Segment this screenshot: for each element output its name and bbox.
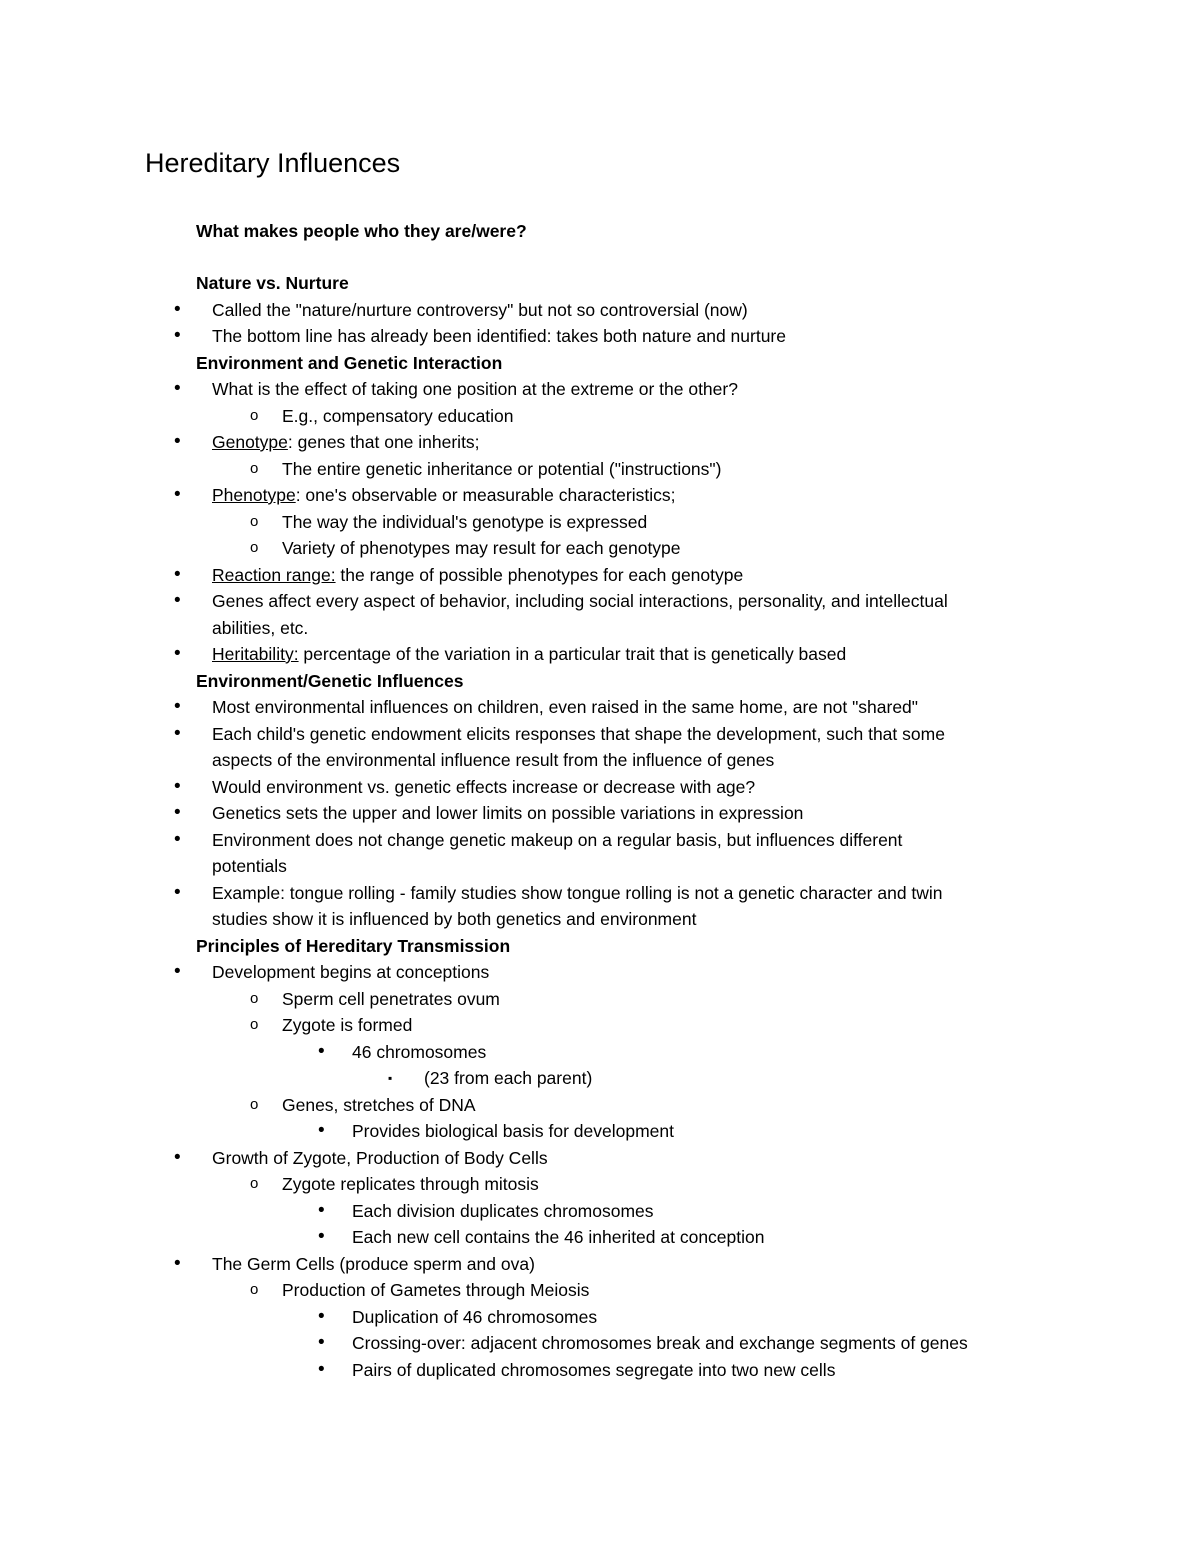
list-item <box>0 1065 1200 1092</box>
list-item-text <box>212 853 287 880</box>
list-item <box>0 959 1200 986</box>
section-heading-text: Environment and Genetic Interaction <box>196 352 503 373</box>
item-text: abilities, etc. <box>212 617 309 638</box>
item-text: Growth of Zygote, Production of Body Cells <box>212 1147 548 1168</box>
list-item-text <box>352 1118 674 1145</box>
item-text: Genes, stretches of DNA <box>282 1094 476 1115</box>
list-item <box>0 323 1200 350</box>
list-item-text <box>212 800 803 827</box>
bullet-icon: o <box>250 459 259 477</box>
list-item-text <box>212 694 918 721</box>
item-text: Environment does not change genetic makeup on a regular basis, but influences different <box>212 829 903 850</box>
item-text: the range of possible phenotypes for each genotype <box>335 564 744 585</box>
bullet-icon: • <box>318 1332 325 1353</box>
item-text: Each new cell contains the 46 inherited at conception <box>352 1227 765 1247</box>
list-item-text <box>352 1304 597 1331</box>
list-item <box>0 509 1200 536</box>
list-item <box>0 1092 1200 1119</box>
item-text: What is the effect of taking one position at the extreme or the other? <box>212 379 738 399</box>
bullet-icon: • <box>174 775 181 797</box>
section-heading-text: Principles of Hereditary Transmission <box>196 935 511 956</box>
list-item-text <box>212 376 738 403</box>
list-item <box>0 986 1200 1013</box>
item-text: Crossing-over: adjacent chromosomes break and exchange segments of genes <box>352 1333 968 1353</box>
list-item <box>0 1251 1200 1278</box>
list-item <box>0 800 1200 827</box>
item-text: : genes that one inherits; <box>287 432 480 452</box>
list-item <box>0 1145 1200 1172</box>
list-item-text <box>212 482 675 509</box>
list-item-text <box>212 615 308 642</box>
list-item-text <box>282 509 647 536</box>
list-item <box>0 1039 1200 1066</box>
list-item-text <box>282 1092 476 1119</box>
list-item-text <box>352 1039 486 1066</box>
list-item <box>0 535 1200 562</box>
list-item-text <box>282 1171 539 1198</box>
item-text: Pairs of duplicated chromosomes segregate into two new cells <box>352 1359 836 1380</box>
defined-term: Reaction range: <box>212 564 336 585</box>
item-text: Duplication of 46 chromosomes <box>352 1306 598 1327</box>
item-text: Called the "nature/nurture controversy" but not so controversial (now) <box>212 299 748 320</box>
document-title: Hereditary Influences <box>145 148 401 178</box>
bullet-icon: • <box>318 1040 325 1062</box>
list-item <box>0 588 1200 615</box>
list-item <box>0 376 1200 403</box>
item-text: studies show it is influenced by both genetics and environment <box>212 909 697 929</box>
list-item-continuation <box>0 853 1200 880</box>
list-item-text <box>212 1251 535 1278</box>
list-item-text <box>212 906 696 933</box>
intro-question: What makes people who they are/were? <box>196 221 527 241</box>
bullet-icon: • <box>174 298 181 320</box>
bullet-icon: • <box>174 1252 181 1274</box>
list-item-text <box>212 959 489 986</box>
bullet-icon: • <box>174 961 181 982</box>
list-item <box>0 1277 1200 1304</box>
item-text: percentage of the variation in a particular trait that is genetically based <box>298 644 847 664</box>
bullet-icon: • <box>174 881 181 903</box>
list-item-continuation <box>0 906 1200 933</box>
list-item <box>0 1171 1200 1198</box>
bullet-icon: • <box>174 484 181 505</box>
bullet-icon: • <box>318 1199 325 1221</box>
list-item <box>0 403 1200 430</box>
list-item <box>0 562 1200 589</box>
list-item-text <box>212 429 480 456</box>
bullet-icon: • <box>174 722 181 744</box>
list-item <box>0 641 1200 668</box>
list-item-text <box>282 1277 589 1304</box>
list-item <box>0 694 1200 721</box>
item-text: (23 from each parent) <box>424 1068 593 1088</box>
bullet-icon: o <box>250 989 259 1007</box>
list-item-text <box>212 827 902 854</box>
item-text: Development begins at conceptions <box>212 962 490 982</box>
bullet-icon: • <box>174 563 181 585</box>
list-item-text <box>352 1224 765 1251</box>
bullet-icon: • <box>174 1146 181 1168</box>
item-text: Example: tongue rolling - family studies show tongue rolling is not a genetic character and twin <box>212 882 943 903</box>
item-text: Each division duplicates chromosomes <box>352 1200 654 1221</box>
list-item-text <box>212 588 948 615</box>
item-text: : one's observable or measurable characteristics; <box>295 485 676 505</box>
item-text: E.g., compensatory education <box>282 405 514 426</box>
list-item <box>0 456 1200 483</box>
list-item-text <box>282 456 721 483</box>
bullet-icon: • <box>318 1358 325 1380</box>
bullet-icon: • <box>318 1226 325 1247</box>
bullet-icon: • <box>318 1120 325 1141</box>
section-heading <box>0 270 1200 297</box>
list-item-text <box>352 1198 654 1225</box>
item-text: Zygote replicates through mitosis <box>282 1174 539 1194</box>
list-item-text <box>212 774 755 801</box>
item-text: Production of Gametes through Meiosis <box>282 1280 590 1300</box>
bullet-icon: o <box>250 1095 259 1113</box>
item-text: Zygote is formed <box>282 1015 413 1035</box>
list-item <box>0 297 1200 324</box>
bullet-icon: • <box>318 1305 325 1327</box>
list-item-text <box>424 1065 592 1092</box>
list-item-text <box>282 403 514 430</box>
list-item <box>0 429 1200 456</box>
section-heading-text: Environment/Genetic Influences <box>196 670 464 691</box>
defined-term: Heritability: <box>212 644 299 664</box>
list-item-text <box>282 535 681 562</box>
item-text: Genetics sets the upper and lower limits on possible variations in expression <box>212 803 804 823</box>
list-item <box>0 1118 1200 1145</box>
list-item-text <box>282 1012 412 1039</box>
list-item <box>0 482 1200 509</box>
item-text: Sperm cell penetrates ovum <box>282 988 500 1009</box>
list-item-text <box>212 747 774 774</box>
bullet-icon: o <box>250 539 259 556</box>
list-item-continuation <box>0 615 1200 642</box>
section-heading-text: Nature vs. Nurture <box>196 273 349 293</box>
list-item-text <box>212 641 846 668</box>
item-text: potentials <box>212 856 287 876</box>
defined-term: Phenotype <box>212 485 296 505</box>
list-item-text <box>212 323 786 350</box>
list-item <box>0 1224 1200 1251</box>
list-item <box>0 1304 1200 1331</box>
outline-body <box>0 270 1200 1383</box>
list-item-text <box>212 721 945 748</box>
bullet-icon: o <box>250 1175 259 1192</box>
list-item-text <box>282 986 500 1013</box>
list-item-text <box>212 297 748 324</box>
item-text: 46 chromosomes <box>352 1041 487 1062</box>
list-item <box>0 1357 1200 1384</box>
item-text: Provides biological basis for development <box>352 1121 674 1141</box>
item-text: Each child's genetic endowment elicits responses that shape the development, such that some <box>212 723 945 744</box>
list-item <box>0 774 1200 801</box>
list-item <box>0 1198 1200 1225</box>
section-heading <box>0 668 1200 695</box>
item-text: The Germ Cells (produce sperm and ova) <box>212 1253 535 1274</box>
list-item-text <box>212 880 943 907</box>
item-text: aspects of the environmental influence result from the influence of genes <box>212 750 775 770</box>
list-item <box>0 827 1200 854</box>
bullet-icon: o <box>250 406 259 424</box>
bullet-icon: • <box>174 378 181 399</box>
section-heading <box>0 350 1200 377</box>
bullet-icon: • <box>174 590 181 611</box>
bullet-icon: • <box>174 431 181 452</box>
item-text: Genes affect every aspect of behavior, including social interactions, personality, and intellectual <box>212 591 948 611</box>
bullet-icon: • <box>174 828 181 850</box>
bullet-icon: • <box>174 325 181 346</box>
bullet-icon: • <box>174 696 181 717</box>
item-text: Variety of phenotypes may result for each genotype <box>282 538 681 558</box>
bullet-icon: • <box>174 802 181 823</box>
bullet-icon: o <box>250 1281 259 1298</box>
defined-term: Genotype <box>212 432 288 452</box>
list-item <box>0 1012 1200 1039</box>
list-item-text <box>352 1330 968 1357</box>
bullet-icon: o <box>250 1016 259 1033</box>
list-item-text <box>212 1145 548 1172</box>
section-heading <box>0 933 1200 960</box>
list-item <box>0 721 1200 748</box>
item-text: The bottom line has already been identified: takes both nature and nurture <box>212 326 786 346</box>
item-text: Most environmental influences on children, even raised in the same home, are not "shared" <box>212 697 919 717</box>
item-text: Would environment vs. genetic effects increase or decrease with age? <box>212 776 756 797</box>
bullet-icon: ▪ <box>388 1071 393 1085</box>
list-item-continuation <box>0 747 1200 774</box>
list-item-text <box>212 562 743 589</box>
bullet-icon: o <box>250 512 259 530</box>
item-text: The entire genetic inheritance or potential ("instructions") <box>282 458 722 479</box>
item-text: The way the individual's genotype is expressed <box>282 511 648 532</box>
list-item <box>0 880 1200 907</box>
bullet-icon: • <box>174 643 181 664</box>
list-item <box>0 1330 1200 1357</box>
list-item-text <box>352 1357 835 1384</box>
